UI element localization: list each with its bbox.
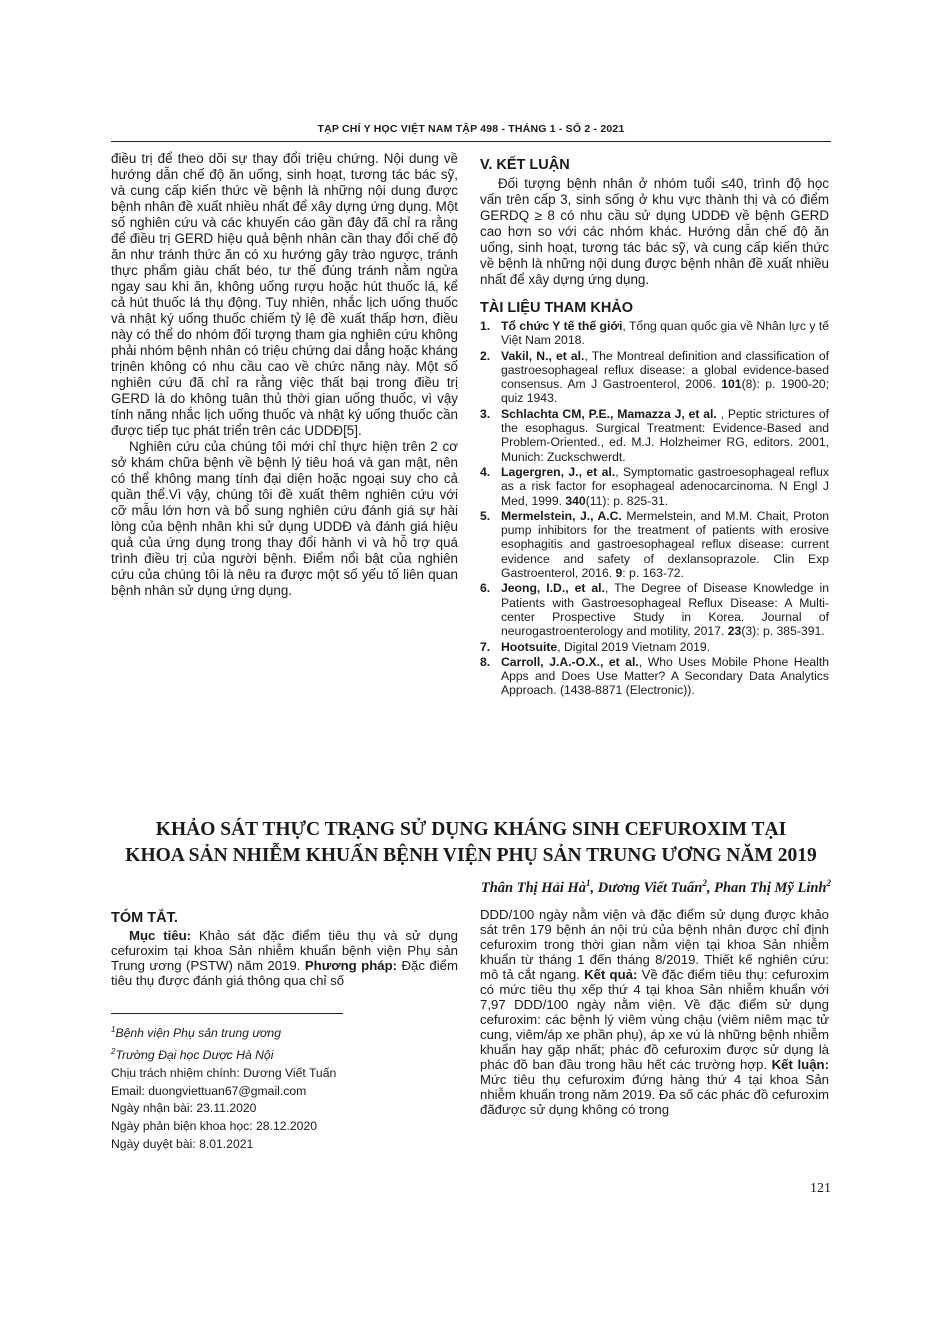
reference-authors: Hootsuite bbox=[501, 639, 558, 654]
affiliation-mark: 2 bbox=[111, 1046, 116, 1056]
reference-item bbox=[480, 655, 829, 698]
abstract-text: Về đặc điểm tiêu thụ: cefuroxim có mức tiêu thụ xếp thứ 4 tại khoa Sản nhiễm khuẩn với 7,97 DDD/100 ngày nằm viện. Về đặc điểm sử dụng cefuroxim: các bệnh lý viêm vùng chậu (viêm niêm mạc tử cung, viêm/áp xe phần phụ), áp xe vú là những bệnh nhiễm khuẩn hay gặp nhất; phác đồ cefuroxim được sử dụng là phác đồ ban đầu trong hầu hết các trường hợp. bbox=[480, 967, 830, 1072]
responsible-author: Chịu trách nhiệm chính: Dương Viết Tuấn bbox=[111, 1065, 337, 1080]
reference-pages: (8): p. 1900-20; quiz 1943. bbox=[501, 377, 829, 406]
reference-number: 4. bbox=[480, 464, 491, 479]
affiliation-1 bbox=[111, 1021, 458, 1043]
reference-item bbox=[480, 319, 829, 348]
reference-item bbox=[480, 509, 829, 580]
reference-text: , The Degree of Disease Knowledge in Patients with Gastroesophageal Reflux Disease: A Multi-center Prospective Study in Korea. Journal of neurogastroenterology and motility, 2017. bbox=[501, 581, 829, 639]
abstract-heading: TÓM TẮT. bbox=[111, 910, 178, 926]
reference-number: 8. bbox=[480, 654, 491, 669]
reference-authors: Schlachta CM, P.E., Mamazza J, et al. bbox=[501, 406, 717, 421]
reference-item bbox=[480, 349, 829, 406]
article-title-line: KHẢO SÁT THỰC TRẠNG SỬ DỤNG KHÁNG SINH CEFUROXIM TẠI bbox=[155, 819, 787, 840]
objective-text: Khảo sát đặc điểm tiêu thụ và sử dụng cefuroxim tại khoa Sản nhiễm khuẩn bệnh viện Phụ sản Trung ương (PSTW) năm 2019. bbox=[111, 928, 458, 973]
affiliation-text: Trường Đại học Dược Hà Nội bbox=[115, 1047, 274, 1062]
reference-authors: Lagergren, J., et al. bbox=[501, 464, 616, 479]
author-affiliation-mark: 1 bbox=[586, 878, 591, 888]
abstract-text: DDD/100 ngày nằm viện và đặc điểm sử dụng được khảo sát trên 179 bệnh án nội trú của bệnh nhân được chỉ định cefuroxim trong thời gian nằm viện tại khoa Sản nhiễm khuẩn từ tháng 1 đến tháng 8/2019. Thiết kế nghiên cứu: mô tả cắt ngang. bbox=[480, 907, 829, 982]
reference-text: , Digital 2019 Vietnam 2019. bbox=[557, 639, 711, 654]
abstract-text: Mức tiêu thụ cefuroxim đứng hàng thứ 4 tại khoa Sản nhiễm khuẩn trong năm 2019. Đa số các phác đồ cefuroxim đãđược sử dụng không có trong bbox=[480, 1072, 829, 1117]
reference-volume: 23 bbox=[727, 624, 742, 639]
reference-authors: Mermelstein, J., A.C. bbox=[501, 508, 622, 523]
reference-text: , Who Uses Mobile Phone Health Apps and Does Use Matter? A Secondary Data Analytics Approach. (1438-8871 (Electronic)). bbox=[501, 654, 829, 698]
reference-volume: 340 bbox=[565, 493, 586, 508]
reference-item bbox=[480, 581, 829, 638]
reference-number: 5. bbox=[480, 508, 491, 523]
reference-number: 6. bbox=[480, 581, 491, 596]
page-number: 121 bbox=[810, 1181, 831, 1196]
header-rule bbox=[111, 141, 831, 142]
author-affiliation-mark: 2 bbox=[826, 878, 831, 888]
journal-header: TẠP CHÍ Y HỌC VIỆT NAM TẬP 498 - THÁNG 1 - SỐ 2 - 2021 bbox=[317, 123, 625, 135]
author-name: Thân Thị Hải Hà bbox=[480, 879, 587, 896]
author-line: Thân Thị Hải $Hà^1$, Dương Viết Tuấn$^2$, Phan Thị Mỹ Linh$^2$ bbox=[480, 878, 831, 896]
reference-text: , Tổng quan quốc gia về Nhân lực y tế Việt Nam 2018. bbox=[501, 319, 829, 348]
objective-label: Mục tiêu: bbox=[129, 928, 192, 943]
reference-list bbox=[480, 319, 829, 698]
method-label: Phương pháp: bbox=[304, 958, 398, 973]
reference-pages: (11): p. 825-31. bbox=[585, 493, 669, 508]
author-name: Phan Thị Mỹ Linh bbox=[714, 879, 827, 896]
method-text: Đặc điểm tiêu thụ được đánh giá thông qua chỉ số bbox=[111, 958, 458, 988]
reference-pages: (3): p. 385-391. bbox=[741, 624, 825, 639]
received-date: Ngày nhận bài: 23.11.2020 bbox=[111, 1101, 257, 1116]
reference-text: Mermelstein, and M.M. Chait, Proton pump inhibitors for the treatment of patients with erosive esophagitis and gastroesophageal reflux disease: current evidence and safety of dexlansoprazole. Clin Exp Gastroenterol, 2016. bbox=[501, 508, 829, 581]
reference-authors: Vakil, N., et al. bbox=[501, 348, 585, 363]
affiliation-text: Bệnh viện Phụ sản trung ương bbox=[115, 1026, 281, 1041]
article-title-line: KHOA SẢN NHIỄM KHUẨN BỆNH VIỆN PHỤ SẢN TRUNG ƯƠNG NĂM 2019 bbox=[125, 845, 817, 866]
reference-number: 7. bbox=[480, 639, 491, 654]
affiliation-mark: 1 bbox=[111, 1025, 116, 1034]
reference-item bbox=[480, 640, 829, 654]
abstract-right bbox=[480, 907, 829, 1117]
reference-authors: Carroll, J.A.-O.X., et al. bbox=[501, 654, 639, 669]
reference-item bbox=[480, 407, 829, 464]
conclusion-text: Đối tượng bệnh nhân ở nhóm tuổi ≤40, trình độ học vấn trên cấp 3, sinh sống ở khu vực thành thị và có điểm GERDQ ≥ 8 có nhu cầu sử dụng UDDĐ về bệnh GERD cao hơn so với các nhóm khác. Hướng dẫn chế độ ăn uống, sinh hoạt, tương tác bác sỹ, và cung cấp kiến thức về bệnh là những nội dung được bệnh nhân đề xuất nhiều nhất để xây dựng ứng dụng. bbox=[480, 176, 829, 287]
right-column bbox=[480, 157, 829, 699]
abstract-heading-text: TÓM TẮT bbox=[111, 910, 174, 926]
reference-text: , The Montreal definition and classification of gastroesophageal reflux disease: a global evidence-based consensus. Am J Gastroenterol, 2006. bbox=[501, 348, 829, 392]
contact-email: Email: duongviettuan67@gmail.com bbox=[111, 1083, 307, 1098]
footnote-rule bbox=[111, 1013, 343, 1014]
footnotes bbox=[111, 1021, 458, 1154]
reference-authors: Jeong, I.D., et al. bbox=[501, 581, 605, 596]
reference-text: , Peptic strictures of the esophagus. Surgical Treatment: Evidence-Based and Problem-Oriented., ed. M.J. Holzheimer RG, editors. 2001, Munich: Zuckschwerdt. bbox=[501, 406, 829, 464]
results-label: Kết quả: bbox=[584, 967, 638, 982]
reference-item bbox=[480, 465, 829, 508]
reference-authors: Tổ chức Y tế thế giới bbox=[501, 319, 623, 333]
abstract-paragraph bbox=[480, 907, 829, 1117]
conclusion-label: Kết luận: bbox=[771, 1057, 829, 1072]
reference-number: 1. bbox=[480, 319, 491, 333]
author-name: Dương Viết Tuấn bbox=[597, 879, 703, 896]
review-date: Ngày phản biện khoa học: 28.12.2020 bbox=[111, 1119, 317, 1134]
abstract-paragraph bbox=[111, 928, 458, 988]
reference-pages: : p. 163-72. bbox=[622, 566, 684, 581]
reference-volume: 9 bbox=[615, 566, 623, 581]
conclusion-heading: V. KẾT LUẬN bbox=[480, 157, 570, 173]
reference-number: 3. bbox=[480, 406, 491, 421]
discussion-column bbox=[111, 151, 458, 599]
references-heading: TÀI LIỆU THAM KHẢO bbox=[480, 300, 634, 316]
author-affiliation-mark: 2 bbox=[702, 878, 707, 888]
reference-number: 2. bbox=[480, 348, 491, 363]
discussion-paragraph: Nghiên cứu của chúng tôi mới chỉ thực hiện trên 2 cơ sở khám chữa bệnh về bệnh lý tiêu hoá và gan mật, nên có thể không mang tính đại diện hoặc ngoại suy cho cả quần thể.Vì vậy, chúng tôi đề xuất thêm nghiên cứu với cỡ mẫu lớn hơn và bổ sung nghiên cứu đánh giá sự hài lòng của bệnh nhân khi sử dụng UDDĐ và đánh giá hiệu quả của ứng dụng trong thay đổi hành vi và hỗ trợ quá trình điều trị của người bệnh. Điểm nổi bật của nghiên cứu của chúng tôi là nêu ra được một số yếu tố liên quan bệnh nhân sử dụng ứng dụng. bbox=[111, 439, 458, 598]
discussion-paragraph: điều trị để theo dõi sự thay đổi triệu chứng. Nội dung về hướng dẫn chế độ ăn uống, sinh hoạt, tương tác bác sỹ, và cung cấp kiến thức về bệnh là những nội dung được bệnh nhân đề xuất nhiều nhất để xây dựng ứng dụng. Một số nghiên cứu và các khuyến cáo gần đây đã chỉ ra rằng để điều trị GERD hiệu quả bệnh nhân cần thay đổi chế độ ăn như tránh thức ăn có xu hướng gây trào ngược, tránh thực phẩm giàu chất béo, tư thế đúng tránh nằm ngửa ngay sau khi ăn, không uống rượu hoặc hút thuốc lá, kể cả hút thuốc lá thụ động. Tuy nhiên, nhắc lịch uống thuốc và nhật ký uống thuốc chiếm tỷ lệ đề xuất thấp hơn, điều này có thể do nhóm đối tượng tham gia nghiên cứu không phải nhóm bệnh nhân có triệu chứng dai dẳng hoặc kháng trịnên không có nhu cầu cao về chức năng này. Một số nghiên cứu đã chỉ ra rằng việc thất bại trong điều trị GERD là do không tuân thủ thời gian uống thuốc, vì vậy tính năng nhắc lịch uống thuốc và nhật ký uống thuốc cần được tiếp tục phát triển trên các UDDĐ[5]. bbox=[111, 151, 458, 438]
affiliation-2 bbox=[111, 1043, 458, 1065]
accepted-date: Ngày duyệt bài: 8.01.2021 bbox=[111, 1136, 254, 1151]
reference-volume: 101 bbox=[721, 377, 742, 392]
abstract-left bbox=[111, 910, 458, 988]
reference-text: , Symptomatic gastroesophageal reflux as a risk factor for esophageal adenocarcinoma. N Engl J Med, 1999. bbox=[501, 464, 829, 508]
article-title bbox=[111, 817, 831, 869]
